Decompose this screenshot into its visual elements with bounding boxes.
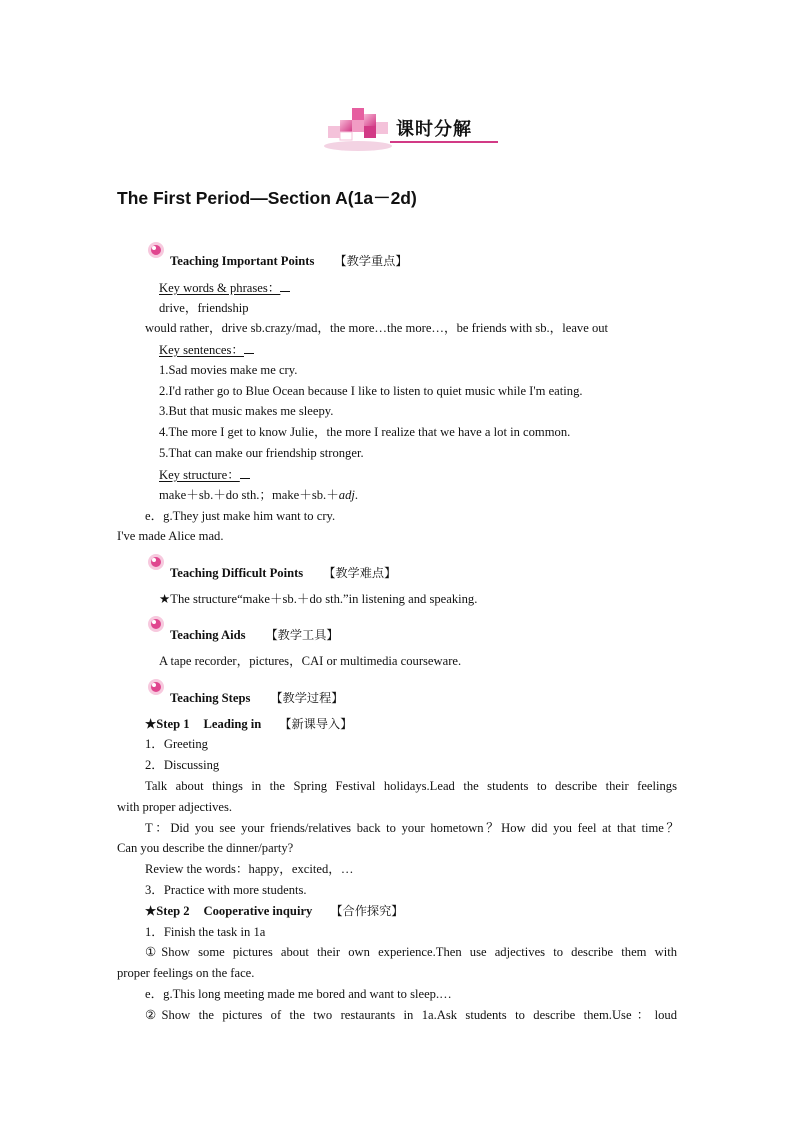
step-paragraph-line: Talk about things in the Spring Festival holidays.Lead the students to describe their feelings: [145, 779, 677, 793]
example-line: e．g.They just make him want to cry.: [145, 509, 336, 523]
flower-bullet-icon: [146, 614, 166, 634]
key-words-label: Key words & phrases：: [159, 279, 290, 297]
key-sentence: 5.That can make our friendship stronger.: [159, 446, 364, 460]
step1-heading: ★Step 1 Leading in 【新课导入】: [145, 717, 353, 731]
step-paragraph-line: proper feelings on the face.: [117, 966, 255, 980]
banner-title: 课时分解: [396, 119, 472, 140]
key-sentence: 3.But that music makes me sleepy.: [159, 404, 334, 418]
section-heading-aids: Teaching Aids 【教学工具】: [170, 628, 339, 642]
key-sentences-label: Key sentences：: [159, 341, 254, 359]
banner-underline: [390, 141, 498, 143]
key-sentence: 4.The more I get to know Julie，the more I realize that we have a lot in common.: [159, 425, 571, 439]
step-item: 3．Practice with more students.: [145, 883, 307, 897]
difficult-text: ★The structure“make＋sb.＋do sth.”in listening and speaking.: [159, 592, 478, 606]
key-sentence: 2.I'd rather go to Blue Ocean because I like to listen to quiet music while I'm eating.: [159, 384, 583, 398]
key-words-line1: drive，friendship: [159, 301, 249, 315]
step-paragraph-line: ①Show some pictures about their own experience.Then use adjectives to describe them with: [145, 945, 677, 959]
banner-cubes-icon: [322, 100, 394, 152]
step-paragraph-line: ②Show the pictures of the two restaurants in 1a.Ask students to describe them.Use：loud: [145, 1008, 677, 1022]
key-structure-formula: make＋sb.＋do sth.；make＋sb.＋adj.: [159, 488, 359, 502]
step-item: 2．Discussing: [145, 758, 220, 772]
key-structure-label: Key structure：: [159, 466, 250, 484]
step-paragraph-line: Can you describe the dinner/party?: [117, 841, 294, 855]
example-line: I've made Alice mad.: [117, 529, 224, 543]
flower-bullet-icon: [146, 552, 166, 572]
step-item: 1．Finish the task in 1a: [145, 925, 266, 939]
flower-bullet-icon: [146, 240, 166, 260]
flower-bullet-icon: [146, 677, 166, 697]
step-paragraph-line: e．g.This long meeting made me bored and want to sleep.…: [145, 987, 452, 1001]
step-paragraph-line: with proper adjectives.: [117, 800, 233, 814]
aids-text: A tape recorder，pictures，CAI or multimedia courseware.: [159, 654, 462, 668]
step2-heading: ★Step 2 Cooperative inquiry 【合作探究】: [145, 904, 404, 918]
page-title: The First Period—Section A(1a－2d): [117, 188, 417, 208]
section-heading-difficult: Teaching Difficult Points 【教学难点】: [170, 566, 397, 580]
key-sentence: 1.Sad movies make me cry.: [159, 363, 298, 377]
step-item: 1．Greeting: [145, 737, 208, 751]
step-paragraph-line: T：Did you see your friends/relatives back to your hometown？How did you feel at that time？: [145, 821, 679, 835]
section-heading-important: Teaching Important Points 【教学重点】: [170, 254, 408, 268]
key-words-line2: would rather，drive sb.crazy/mad，the more…the more…，be friends with sb.，leave out: [145, 321, 609, 335]
step-paragraph-line: Review the words：happy，excited，…: [145, 862, 354, 876]
section-heading-steps: Teaching Steps 【教学过程】: [170, 691, 344, 705]
